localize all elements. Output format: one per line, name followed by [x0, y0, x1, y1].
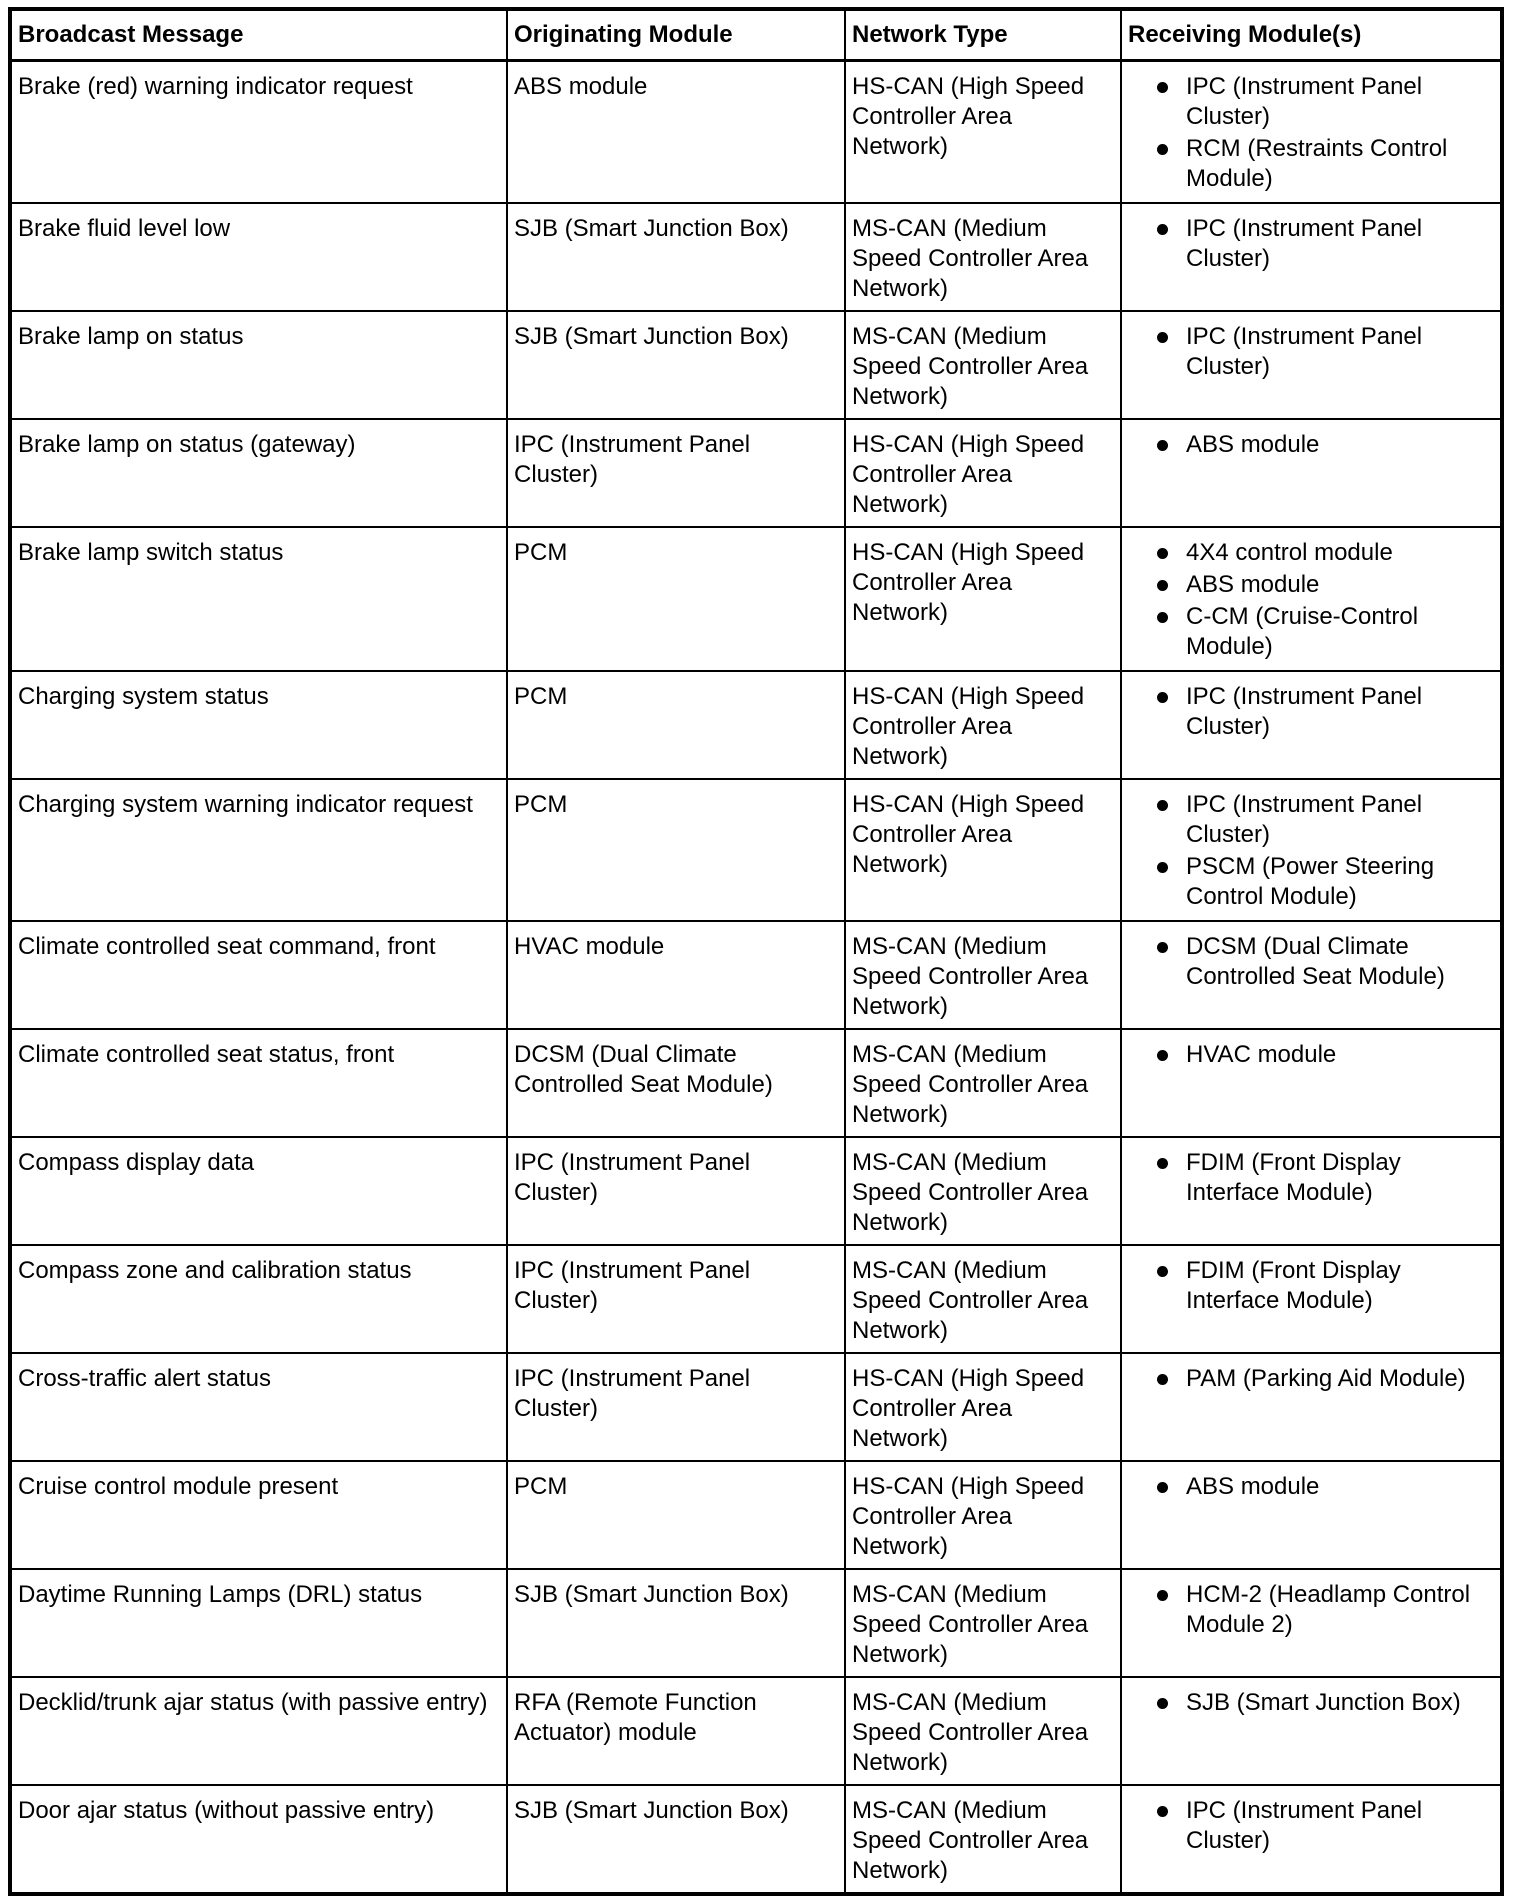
broadcast-message-cell: Charging system status: [10, 671, 507, 779]
table-row: [10, 1677, 1502, 1785]
receiving-module-item: C-CM (Cruise-Control Module): [1128, 602, 1494, 662]
receiving-module-item: ABS module: [1128, 570, 1494, 600]
receiving-module-item: IPC (Instrument Panel Cluster): [1128, 790, 1494, 850]
receiving-modules-list: [1128, 214, 1494, 274]
table-row: [10, 203, 1502, 311]
receiving-modules-cell: [1121, 419, 1502, 527]
receiving-modules-list: [1128, 1040, 1494, 1070]
receiving-modules-cell: [1121, 1461, 1502, 1569]
table-row: [10, 1569, 1502, 1677]
receiving-modules-list: [1128, 1364, 1494, 1394]
network-type-cell: MS-CAN (Medium Speed Controller Area Network): [845, 203, 1121, 311]
receiving-modules-cell: [1121, 779, 1502, 921]
originating-module-cell: SJB (Smart Junction Box): [507, 203, 845, 311]
broadcast-message-cell: Door ajar status (without passive entry): [10, 1785, 507, 1894]
receiving-module-item: ABS module: [1128, 1472, 1494, 1502]
receiving-modules-cell: [1121, 527, 1502, 671]
receiving-module-item: IPC (Instrument Panel Cluster): [1128, 1796, 1494, 1856]
receiving-module-item: SJB (Smart Junction Box): [1128, 1688, 1494, 1718]
receiving-modules-list: [1128, 1580, 1494, 1640]
header-receiving-modules: Receiving Module(s): [1121, 9, 1502, 61]
receiving-module-item: HVAC module: [1128, 1040, 1494, 1070]
receiving-module-item: PAM (Parking Aid Module): [1128, 1364, 1494, 1394]
receiving-modules-list: [1128, 1688, 1494, 1718]
broadcast-message-cell: Compass zone and calibration status: [10, 1245, 507, 1353]
broadcast-message-cell: Daytime Running Lamps (DRL) status: [10, 1569, 507, 1677]
receiving-modules-cell: [1121, 203, 1502, 311]
receiving-module-item: IPC (Instrument Panel Cluster): [1128, 322, 1494, 382]
network-type-cell: HS-CAN (High Speed Controller Area Network): [845, 1461, 1121, 1569]
network-type-cell: MS-CAN (Medium Speed Controller Area Network): [845, 1785, 1121, 1894]
table-row: [10, 1461, 1502, 1569]
receiving-modules-cell: [1121, 1677, 1502, 1785]
originating-module-cell: ABS module: [507, 61, 845, 204]
network-type-cell: HS-CAN (High Speed Controller Area Network): [845, 671, 1121, 779]
broadcast-message-table: [8, 7, 1504, 1896]
network-type-cell: MS-CAN (Medium Speed Controller Area Network): [845, 1029, 1121, 1137]
table-row: [10, 311, 1502, 419]
broadcast-message-cell: Cross-traffic alert status: [10, 1353, 507, 1461]
broadcast-message-cell: Cruise control module present: [10, 1461, 507, 1569]
broadcast-message-cell: Climate controlled seat command, front: [10, 921, 507, 1029]
receiving-module-item: ABS module: [1128, 430, 1494, 460]
network-type-cell: HS-CAN (High Speed Controller Area Network): [845, 61, 1121, 204]
header-originating-module: Originating Module: [507, 9, 845, 61]
receiving-modules-list: [1128, 1256, 1494, 1316]
header-network-type: Network Type: [845, 9, 1121, 61]
broadcast-message-cell: Compass display data: [10, 1137, 507, 1245]
table-row: [10, 1245, 1502, 1353]
originating-module-cell: SJB (Smart Junction Box): [507, 1785, 845, 1894]
receiving-modules-list: [1128, 932, 1494, 992]
network-type-cell: MS-CAN (Medium Speed Controller Area Network): [845, 1677, 1121, 1785]
receiving-modules-list: [1128, 1796, 1494, 1856]
table-row: [10, 1029, 1502, 1137]
broadcast-message-cell: Brake lamp on status (gateway): [10, 419, 507, 527]
originating-module-cell: PCM: [507, 527, 845, 671]
originating-module-cell: SJB (Smart Junction Box): [507, 311, 845, 419]
receiving-module-item: FDIM (Front Display Interface Module): [1128, 1148, 1494, 1208]
originating-module-cell: IPC (Instrument Panel Cluster): [507, 1353, 845, 1461]
receiving-module-item: DCSM (Dual Climate Controlled Seat Module): [1128, 932, 1494, 992]
originating-module-cell: PCM: [507, 779, 845, 921]
originating-module-cell: IPC (Instrument Panel Cluster): [507, 1137, 845, 1245]
receiving-modules-cell: [1121, 1137, 1502, 1245]
table-row: [10, 1353, 1502, 1461]
header-broadcast-message: Broadcast Message: [10, 9, 507, 61]
broadcast-message-cell: Brake lamp on status: [10, 311, 507, 419]
receiving-modules-cell: [1121, 921, 1502, 1029]
originating-module-cell: HVAC module: [507, 921, 845, 1029]
receiving-module-item: IPC (Instrument Panel Cluster): [1128, 682, 1494, 742]
receiving-module-item: 4X4 control module: [1128, 538, 1494, 568]
receiving-module-item: IPC (Instrument Panel Cluster): [1128, 214, 1494, 274]
receiving-module-item: RCM (Restraints Control Module): [1128, 134, 1494, 194]
receiving-modules-list: [1128, 72, 1494, 194]
broadcast-message-cell: Charging system warning indicator request: [10, 779, 507, 921]
table-row: [10, 1137, 1502, 1245]
originating-module-cell: SJB (Smart Junction Box): [507, 1569, 845, 1677]
receiving-modules-list: [1128, 790, 1494, 912]
table-row: [10, 1785, 1502, 1894]
table-row: [10, 527, 1502, 671]
receiving-modules-list: [1128, 430, 1494, 460]
receiving-modules-cell: [1121, 1785, 1502, 1894]
table-row: [10, 779, 1502, 921]
broadcast-message-cell: Brake fluid level low: [10, 203, 507, 311]
receiving-modules-list: [1128, 322, 1494, 382]
originating-module-cell: DCSM (Dual Climate Controlled Seat Module): [507, 1029, 845, 1137]
network-type-cell: HS-CAN (High Speed Controller Area Network): [845, 779, 1121, 921]
table-header-row: [10, 9, 1502, 61]
receiving-modules-cell: [1121, 1029, 1502, 1137]
broadcast-message-cell: Brake lamp switch status: [10, 527, 507, 671]
receiving-modules-list: [1128, 1472, 1494, 1502]
receiving-modules-cell: [1121, 1245, 1502, 1353]
network-type-cell: HS-CAN (High Speed Controller Area Network): [845, 527, 1121, 671]
receiving-modules-list: [1128, 1148, 1494, 1208]
network-type-cell: MS-CAN (Medium Speed Controller Area Network): [845, 1245, 1121, 1353]
originating-module-cell: RFA (Remote Function Actuator) module: [507, 1677, 845, 1785]
broadcast-message-cell: Decklid/trunk ajar status (with passive entry): [10, 1677, 507, 1785]
receiving-modules-cell: [1121, 1353, 1502, 1461]
receiving-module-item: FDIM (Front Display Interface Module): [1128, 1256, 1494, 1316]
network-type-cell: MS-CAN (Medium Speed Controller Area Network): [845, 921, 1121, 1029]
network-type-cell: MS-CAN (Medium Speed Controller Area Network): [845, 311, 1121, 419]
table-row: [10, 921, 1502, 1029]
network-type-cell: MS-CAN (Medium Speed Controller Area Network): [845, 1569, 1121, 1677]
receiving-modules-cell: [1121, 61, 1502, 204]
network-type-cell: MS-CAN (Medium Speed Controller Area Network): [845, 1137, 1121, 1245]
table-row: [10, 671, 1502, 779]
broadcast-message-cell: Climate controlled seat status, front: [10, 1029, 507, 1137]
receiving-module-item: PSCM (Power Steering Control Module): [1128, 852, 1494, 912]
receiving-modules-list: [1128, 538, 1494, 662]
table-row: [10, 419, 1502, 527]
table-row: [10, 61, 1502, 204]
originating-module-cell: IPC (Instrument Panel Cluster): [507, 419, 845, 527]
originating-module-cell: PCM: [507, 671, 845, 779]
receiving-module-item: IPC (Instrument Panel Cluster): [1128, 72, 1494, 132]
network-type-cell: HS-CAN (High Speed Controller Area Network): [845, 419, 1121, 527]
receiving-module-item: HCM-2 (Headlamp Control Module 2): [1128, 1580, 1494, 1640]
receiving-modules-cell: [1121, 671, 1502, 779]
network-type-cell: HS-CAN (High Speed Controller Area Network): [845, 1353, 1121, 1461]
table-body: [10, 61, 1502, 1895]
receiving-modules-cell: [1121, 311, 1502, 419]
receiving-modules-list: [1128, 682, 1494, 742]
originating-module-cell: IPC (Instrument Panel Cluster): [507, 1245, 845, 1353]
receiving-modules-cell: [1121, 1569, 1502, 1677]
originating-module-cell: PCM: [507, 1461, 845, 1569]
broadcast-message-cell: Brake (red) warning indicator request: [10, 61, 507, 204]
